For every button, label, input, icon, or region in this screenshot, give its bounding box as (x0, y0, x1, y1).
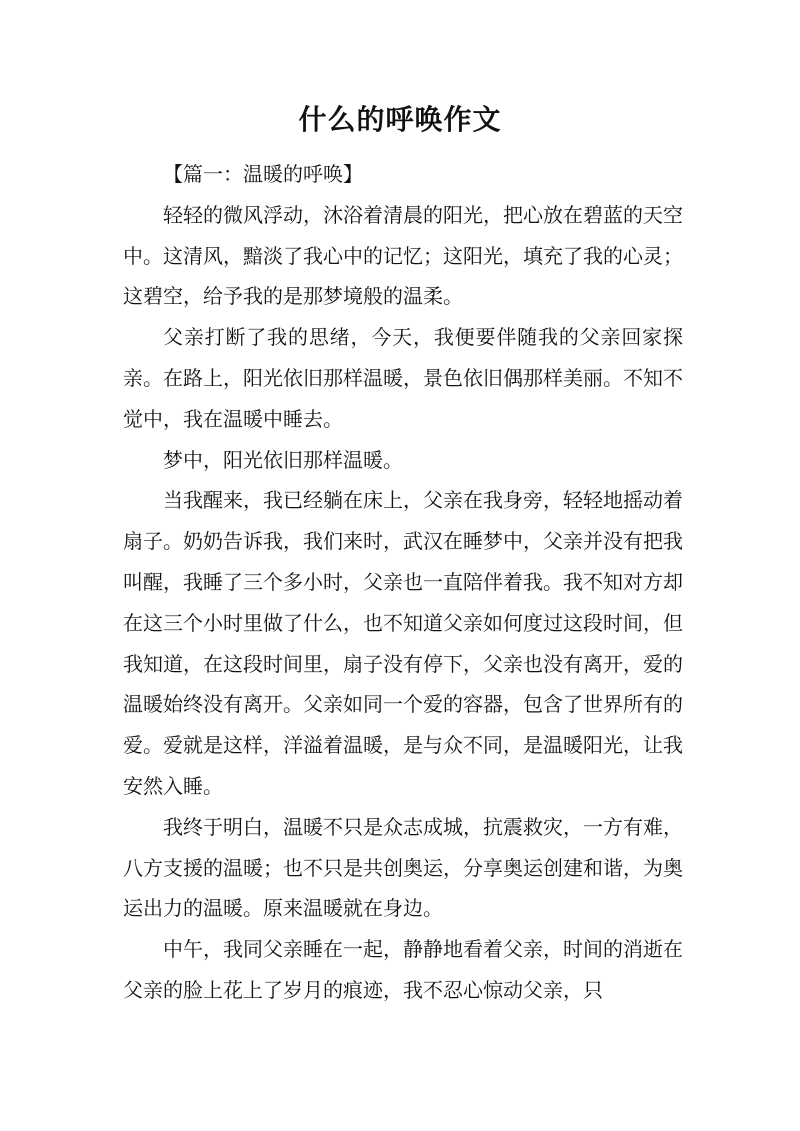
paragraph-3: 梦中，阳光依旧那样温暖。 (163, 447, 403, 472)
section-heading: 【篇一：温暖的呼唤】 (163, 162, 363, 186)
document-body (123, 154, 683, 1011)
document-title: 什么的呼唤作文 (298, 103, 502, 136)
paragraph-1: 轻轻的微风浮动，沐浴着清晨的阳光，把心放在碧蓝的天空中。这清风，黯淡了我心中的记忆；这阳光，填充了我的心灵；这碧空，给予我的是那梦境般的温柔。 (123, 202, 683, 309)
paragraph-5: 我终于明白，温暖不只是众志成城，抗震救灾，一方有难，八方支援的温暖；也不只是共创奥运，分享奥运创建和谐，为奥运出力的温暖。原来温暖就在身边。 (123, 814, 683, 921)
paragraph-6: 中午，我同父亲睡在一起，静静地看着父亲，时间的消逝在父亲的脸上花上了岁月的痕迹，我不忍心惊动父亲，只 (123, 937, 683, 1002)
paragraph-4: 当我醒来，我已经躺在床上，父亲在我身旁，轻轻地摇动着扇子。奶奶告诉我，我们来时，武汉在睡梦中，父亲并没有把我叫醒，我睡了三个多小时，父亲也一直陪伴着我。我不知对方却在这三个小时里做了什么，也不知道父亲如何度过这段时间，但我知道，在这段时间里，扇子没有停下，父亲也没有离开，爱的温暖始终没有离开。父亲如同一个爱的容器，包含了世界所有的爱。爱就是这样，洋溢着温暖，是与众不同，是温暖阳光，让我安然入睡。 (123, 488, 683, 798)
paragraph-2: 父亲打断了我的思绪，今天，我便要伴随我的父亲回家探亲。在路上，阳光依旧那样温暖，景色依旧偶那样美丽。不知不觉中，我在温暖中睡去。 (123, 325, 683, 431)
